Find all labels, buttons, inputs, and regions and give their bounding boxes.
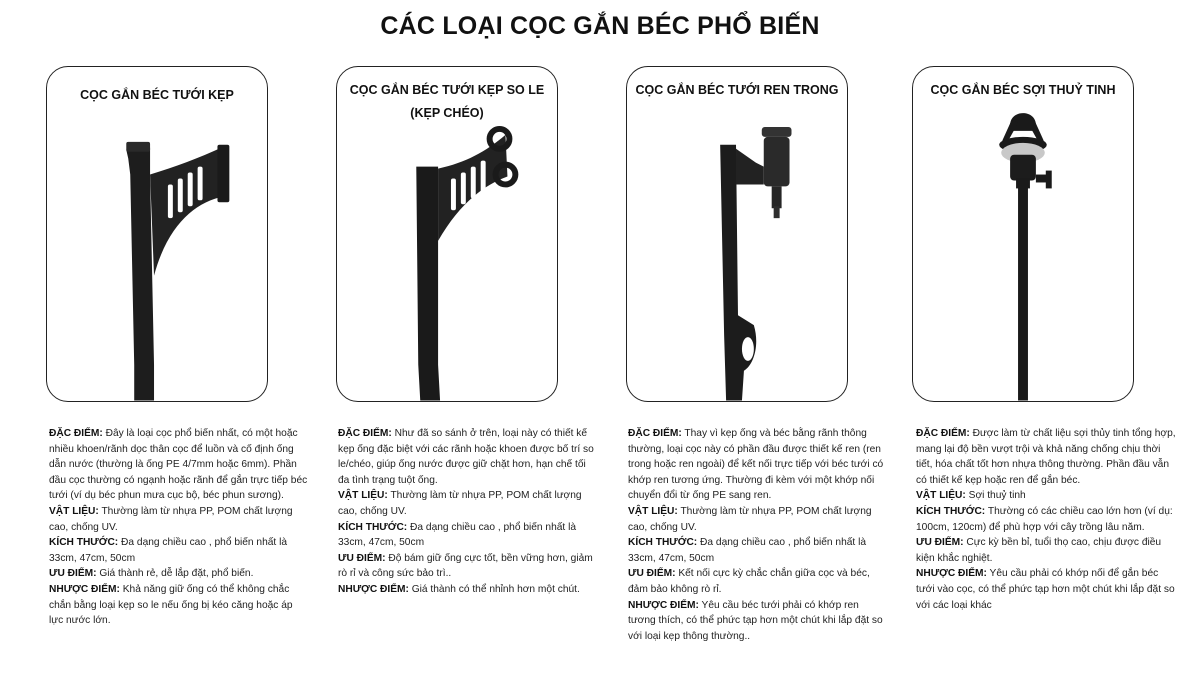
card-coc-soi-thuy-tinh: [912, 66, 1134, 402]
card-title-line2: (KẸP CHÉO): [410, 106, 484, 120]
desc-features: ĐẶC ĐIỂM: Đây là loại cọc phổ biến nhất, có một hoặc nhiều khoen/rãnh dọc thân cọc để luồn và cố định ống dẫn nước (thường là ống PE 4/7mm hoặc 6mm). Phần đầu cọc thường có ngạnh hoặc rãnh để gắn trực tiếp béc tưới (ví dụ béc phun mưa cục bộ, béc phun sương).: [49, 428, 308, 502]
desc-features: ĐẶC ĐIỂM: Được làm từ chất liệu sợi thủy tinh tổng hợp, mang lại độ bền vượt trội và khả năng chống chịu thời tiết, hóa chất tốt hơn nhựa thông thường. Phần đầu vẫn có thiết kế kẹp hoặc ren để gắn béc.: [916, 428, 1176, 486]
desc-material: VẬT LIỆU: Thường làm từ nhựa PP, POM chất lượng cao, chống UV.: [628, 505, 872, 533]
desc-pros: ƯU ĐIỂM: Giá thành rẻ, dễ lắp đặt, phổ biến.: [49, 568, 254, 580]
description-coc-kep-so-le: [338, 426, 598, 598]
desc-features: ĐẶC ĐIỂM: Thay vì kẹp ống và béc bằng rãnh thông thường, loại cọc này có phần đầu được thiết kế ren (ren trong hoặc ren ngoài) để kết nối trực tiếp với béc tưới có khớp ren tương ứng. Thường đi kèm với một khớp nối chuyển đổi từ ống PE sang ren.: [628, 428, 884, 502]
page-title: CÁC LOẠI CỌC GẮN BÉC PHỔ BIẾN: [380, 12, 820, 40]
desc-cons: NHƯỢC ĐIỂM: Yêu cầu béc tưới phải có khớp ren tương thích, có thể phức tạp hơn một chút khi lắp đặt so với loại kẹp thông thường..: [628, 599, 883, 642]
desc-cons: NHƯỢC ĐIỂM: Khả năng giữ ống có thể không chắc chắn bằng loại kẹp so le nếu ống bị kéo căng hoặc áp lực nước lớn.: [49, 583, 293, 627]
desc-material: VẬT LIỆU: Thường làm từ nhựa PP, POM chất lượng cao, chống UV.: [338, 490, 582, 517]
stake-threaded-image: [627, 67, 847, 401]
card-title-line1: CỌC GẮN BÉC TƯỚI KẸP SO LE: [349, 83, 545, 97]
description-coc-kep: [49, 426, 309, 629]
card-coc-kep-so-le: [336, 66, 558, 402]
desc-size: KÍCH THƯỚC: Đa dạng chiều cao , phổ biến nhất là 33cm, 47cm, 50cm: [338, 521, 577, 549]
card-title-text: CỌC GẮN BÉC TƯỚI REN TRONG: [635, 83, 839, 97]
desc-material: VẬT LIỆU: Sợi thuỷ tinh: [916, 490, 1026, 502]
card-coc-ren-trong: [626, 66, 848, 402]
desc-features: ĐẶC ĐIỂM: Như đã so sánh ở trên, loại này có thiết kế kẹp ống đặc biệt với các rãnh hoặc khoen được bố trí so le/chéo, giúp ống nước được giữ chặt hơn, hạn chế tối đa tình trạng tuột ống.: [338, 428, 594, 486]
description-coc-soi-thuy-tinh: [916, 426, 1178, 613]
desc-material: VẬT LIỆU: Thường làm từ nhựa PP, POM chất lượng cao, chống UV.: [49, 505, 293, 533]
desc-size: KÍCH THƯỚC: Đa dạng chiều cao , phổ biến nhất là 33cm, 47cm, 50cm: [49, 537, 288, 564]
description-coc-ren-trong: [628, 426, 888, 644]
desc-cons: NHƯỢC ĐIỂM: Yêu cầu phải có khớp nối để gắn béc tưới vào cọc, có thể phức tạp hơn một chút khi lắp đặt so với các loại khác: [916, 568, 1175, 611]
card-coc-kep: [46, 66, 268, 402]
stake-fiberglass-image: [913, 67, 1133, 401]
desc-cons: NHƯỢC ĐIỂM: Giá thành có thể nhỉnh hơn một chút.: [338, 583, 580, 595]
card-title-text: CỌC GẮN BÉC TƯỚI KẸP: [80, 88, 234, 102]
stake-clamp-image: [47, 67, 267, 401]
stake-staggered-clamp-image: [337, 67, 557, 401]
desc-pros: ƯU ĐIỂM: Độ bám giữ ống cực tốt, bền vững hơn, giảm rò rỉ và công sức bảo trì..: [338, 552, 593, 580]
desc-size: KÍCH THƯỚC: Thường có các chiều cao lớn hơn (ví dụ: 100cm, 120cm) để phù hợp với cây trồng lâu năm.: [916, 505, 1173, 533]
desc-pros: ƯU ĐIỂM: Cực kỳ bền bỉ, tuổi thọ cao, chịu được điều kiện khắc nghiệt.: [916, 537, 1162, 564]
desc-pros: ƯU ĐIỂM: Kết nối cực kỳ chắc chắn giữa cọc và béc, đảm bảo không rò rỉ.: [628, 568, 870, 595]
desc-size: KÍCH THƯỚC: Đa dạng chiều cao , phổ biến nhất là 33cm, 47cm, 50cm: [628, 537, 867, 564]
card-title-text: CỌC GẮN BÉC SỢI THUỶ TINH: [930, 83, 1116, 97]
